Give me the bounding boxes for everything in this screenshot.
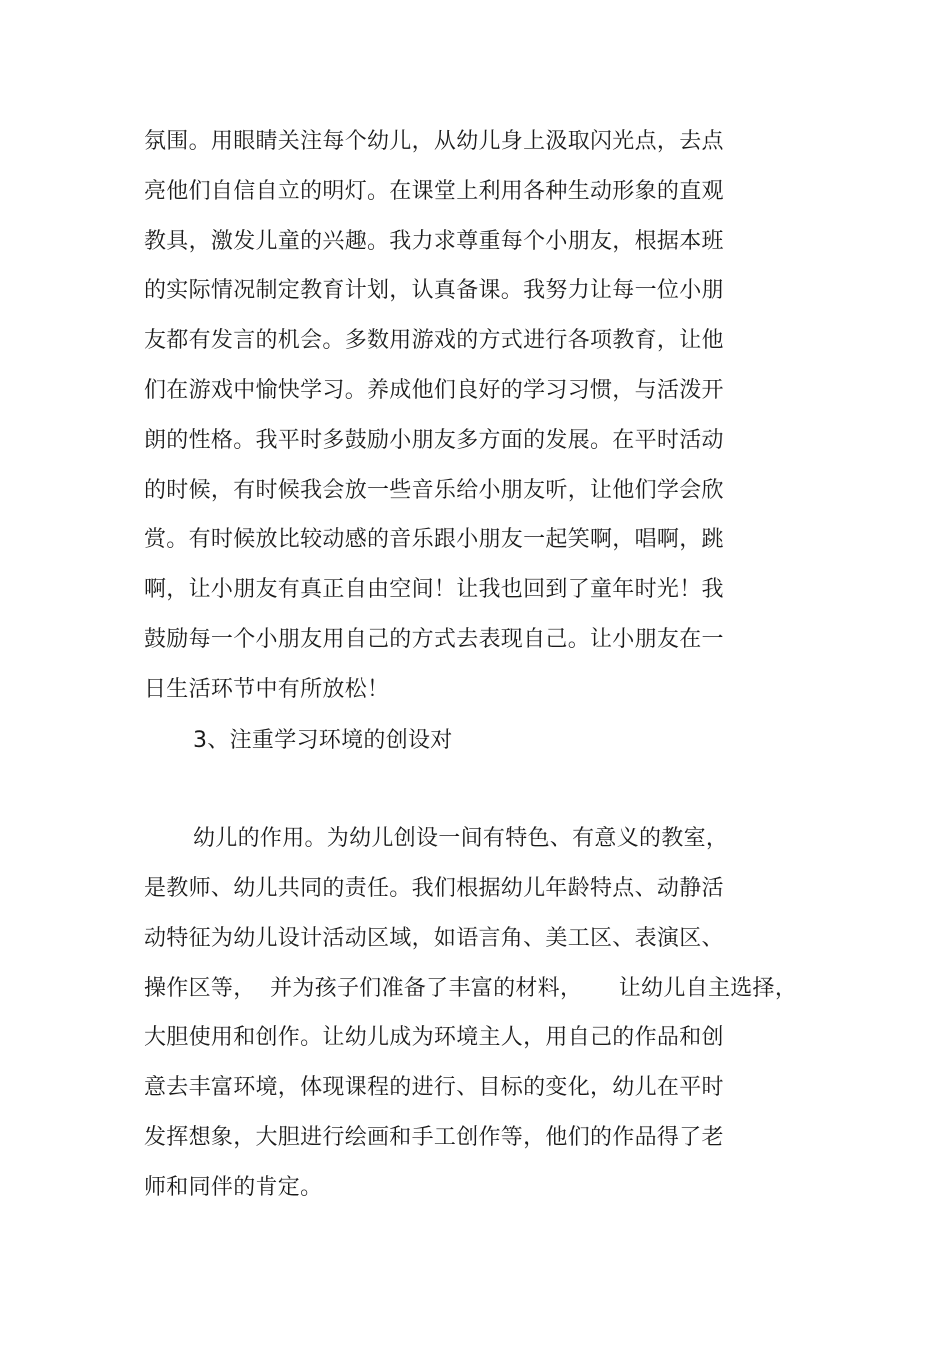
text-line: 师和同伴的肯定。: [144, 1175, 323, 1200]
text-line: 幼儿的作用。为幼儿创设一间有特色、有意义的教室，: [193, 826, 729, 851]
text-line: 们在游戏中愉快学习。养成他们良好的学习习惯，与活泼开: [144, 378, 724, 403]
text-line: 日生活环节中有所放松！: [144, 677, 390, 702]
text-line: 的时候，有时候我会放一些音乐给小朋友听，让他们学会欣: [144, 478, 724, 503]
text-line: 大胆使用和创作。让幼儿成为环境主人，用自己的作品和创: [144, 1025, 724, 1050]
text-line: 鼓励每一个小朋友用自己的方式去表现自己。让小朋友在一: [144, 627, 724, 652]
text-line: 朗的性格。我平时多鼓励小朋友多方面的发展。在平时活动: [144, 428, 724, 453]
text-line: 赏。有时候放比较动感的音乐跟小朋友一起笑啊，唱啊，跳: [144, 527, 724, 552]
text-line: 友都有发言的机会。多数用游戏的方式进行各项教育，让他: [144, 328, 724, 353]
text-line: 氛围。用眼睛关注每个幼儿，从幼儿身上汲取闪光点，去点: [144, 129, 724, 154]
text-line: 意去丰富环境，体现课程的进行、目标的变化，幼儿在平时: [144, 1075, 724, 1100]
text-line: 发挥想象，大胆进行绘画和手工创作等，他们的作品得了老: [144, 1125, 724, 1150]
text-line: 操作区等， 并为孩子们准备了丰富的材料， 让幼儿自主选择，: [144, 976, 798, 1001]
section-heading: 3、注重学习环境的创设对: [193, 728, 453, 753]
text-line: 动特征为幼儿设计活动区域，如语言角、美工区、表演区、: [144, 926, 724, 951]
text-line: 啊，让小朋友有真正自由空间！让我也回到了童年时光！我: [144, 577, 724, 602]
text-line: 教具，激发儿童的兴趣。我力求尊重每个小朋友，根据本班: [144, 229, 724, 254]
text-line: 的实际情况制定教育计划，认真备课。我努力让每一位小朋: [144, 278, 724, 303]
text-line: 是教师、幼儿共同的责任。我们根据幼儿年龄特点、动静活: [144, 876, 724, 901]
text-line: 亮他们自信自立的明灯。在课堂上利用各种生动形象的直观: [144, 179, 724, 204]
